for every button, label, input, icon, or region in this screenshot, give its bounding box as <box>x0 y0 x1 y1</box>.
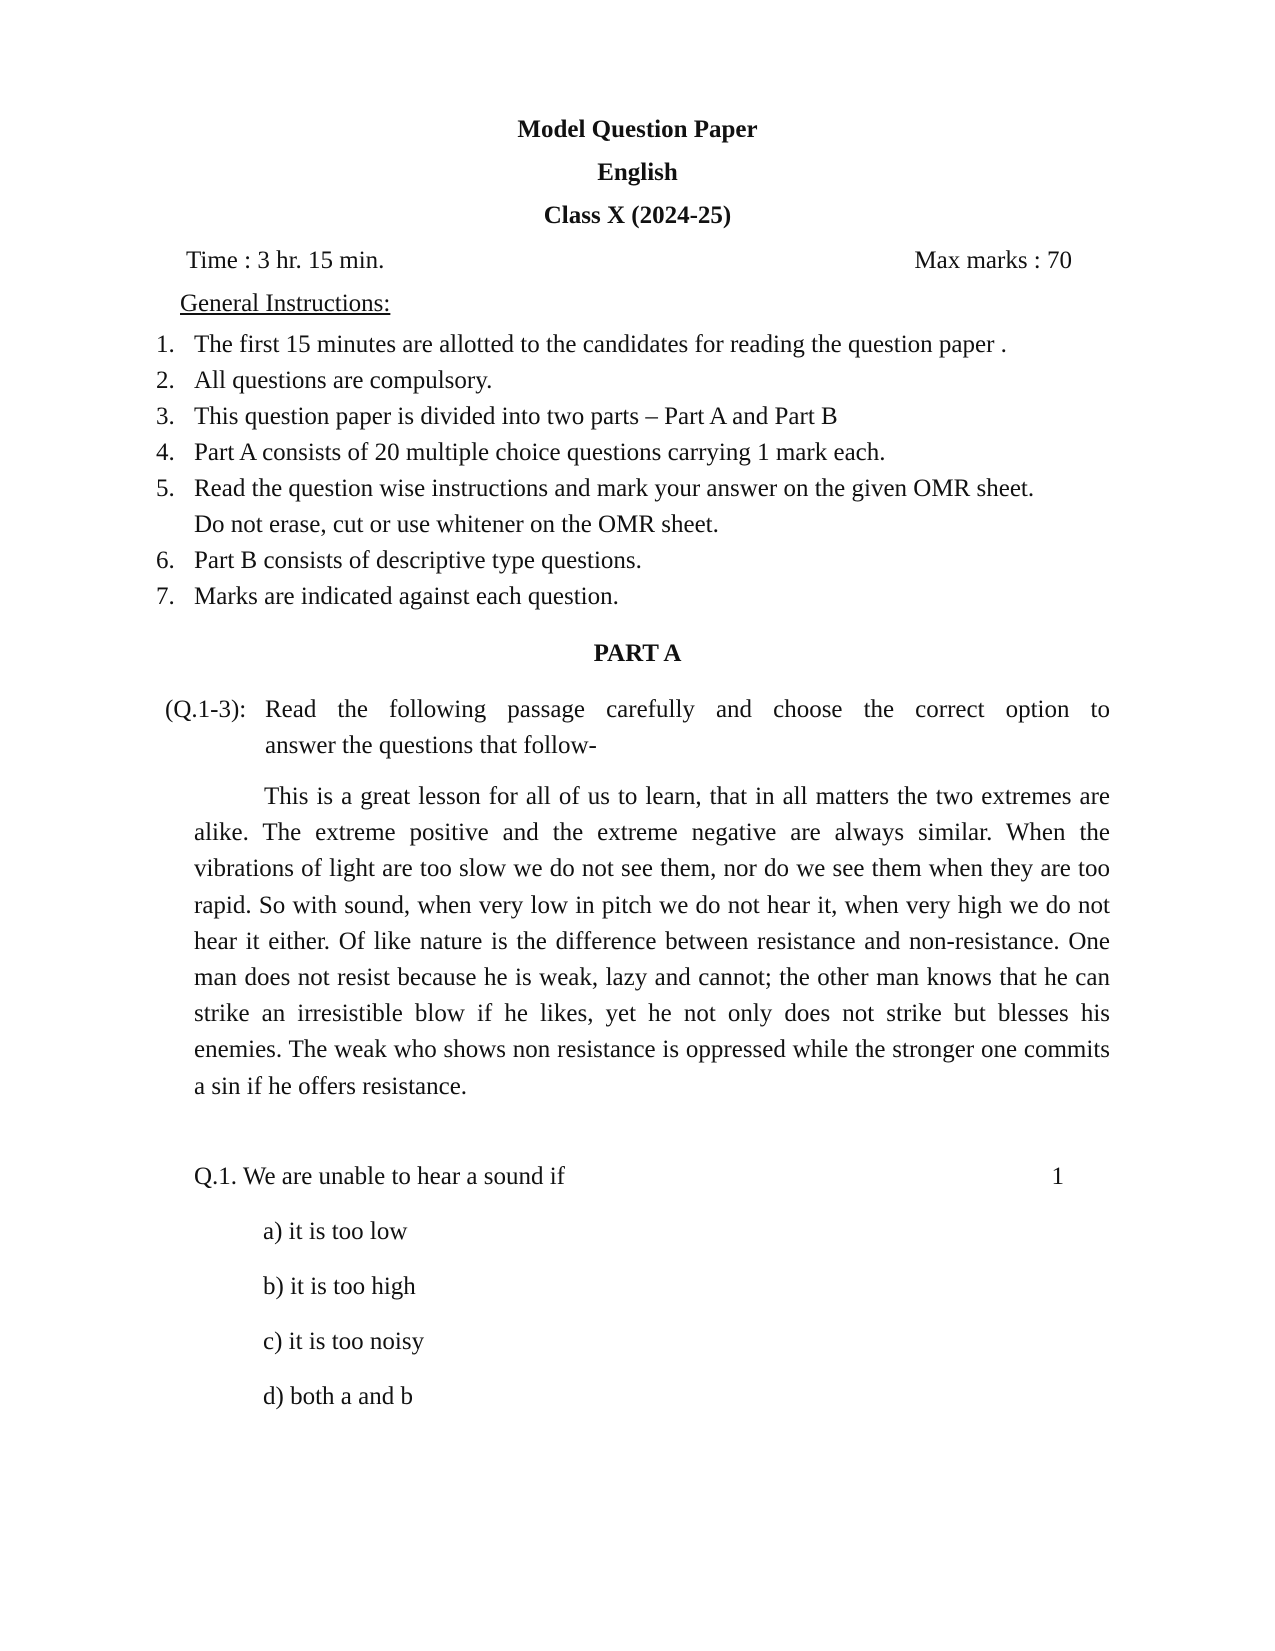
instruction-item <box>156 579 1096 615</box>
instruction-item <box>156 327 1096 363</box>
paper-title: Model Question Paper <box>517 116 758 143</box>
option-a: a) it is too low <box>263 1218 408 1245</box>
instruction-text: Part B consists of descriptive type questions. <box>194 547 642 574</box>
paper-meta <box>186 243 1072 279</box>
instruction-number: 6. <box>156 547 175 574</box>
max-marks: Max marks : 70 <box>914 247 1072 274</box>
instruction-item <box>156 399 1096 435</box>
instruction-item <box>156 363 1096 399</box>
question-1-options <box>263 1214 424 1434</box>
instruction-text: This question paper is divided into two parts – Part A and Part B <box>194 403 838 430</box>
question-1-marks: 1 <box>1051 1163 1064 1190</box>
reading-passage: This is a great lesson for all of us to learn, that in all matters the two extremes are alike. The extreme positive and the extreme negative are always similar. When the vibrations of light are too slow we do not see them, nor do we see them when they are too rapid. So with sound, when very low in pitch we do not hear it, when very high we do not hear it either. Of like nature is the difference between resistance and non-resistance. One man does not resist because he is weak, lazy and cannot; the other man knows that he can strike an irresistible blow if he likes, yet he not only does not strike but blesses his enemies. The weak who shows non resistance is oppressed while the stronger one commits a sin if he offers resistance. <box>194 783 1110 1100</box>
instructions-list <box>156 327 1096 615</box>
paper-class: Class X (2024-25) <box>543 202 732 229</box>
part-a-heading: PART A <box>593 640 682 667</box>
instruction-text: The first 15 minutes are allotted to the candidates for reading the question paper . <box>194 331 1007 358</box>
instruction-text: Part A consists of 20 multiple choice questions carrying 1 mark each. <box>194 439 886 466</box>
paper-header <box>0 108 1275 237</box>
question-group-text <box>265 692 1110 764</box>
instruction-text: Marks are indicated against each question. <box>194 583 619 610</box>
instruction-item <box>156 435 1096 471</box>
option-c: c) it is too noisy <box>263 1328 425 1355</box>
question-1-text: Q.1. We are unable to hear a sound if <box>194 1163 566 1190</box>
instruction-number: 4. <box>156 439 175 466</box>
option-d: d) both a and b <box>263 1383 413 1410</box>
instruction-number: 1. <box>156 331 175 358</box>
instruction-number: 5. <box>156 475 175 502</box>
question-1 <box>194 1159 1064 1195</box>
instruction-number: 2. <box>156 367 175 394</box>
question-group-instruction <box>165 692 1110 764</box>
paper-subject: English <box>597 159 678 186</box>
instruction-text: Read the question wise instructions and mark your answer on the given OMR sheet. Do not erase, cut or use whitener on the OMR sheet. <box>194 475 1035 538</box>
option-b: b) it is too high <box>263 1273 416 1300</box>
instruction-item <box>156 471 1096 543</box>
question-group-label: (Q.1-3): <box>165 696 247 723</box>
time-allowed: Time : 3 hr. 15 min. <box>186 247 385 274</box>
general-instructions-heading: General Instructions: <box>180 290 391 317</box>
question-group-line-2: answer the questions that follow- <box>265 732 597 759</box>
question-group-line-1: Read the following passage carefully and choose the correct option to <box>265 696 1110 723</box>
instruction-text: All questions are compulsory. <box>194 367 493 394</box>
instruction-number: 7. <box>156 583 175 610</box>
instruction-item <box>156 543 1096 579</box>
instruction-number: 3. <box>156 403 175 430</box>
